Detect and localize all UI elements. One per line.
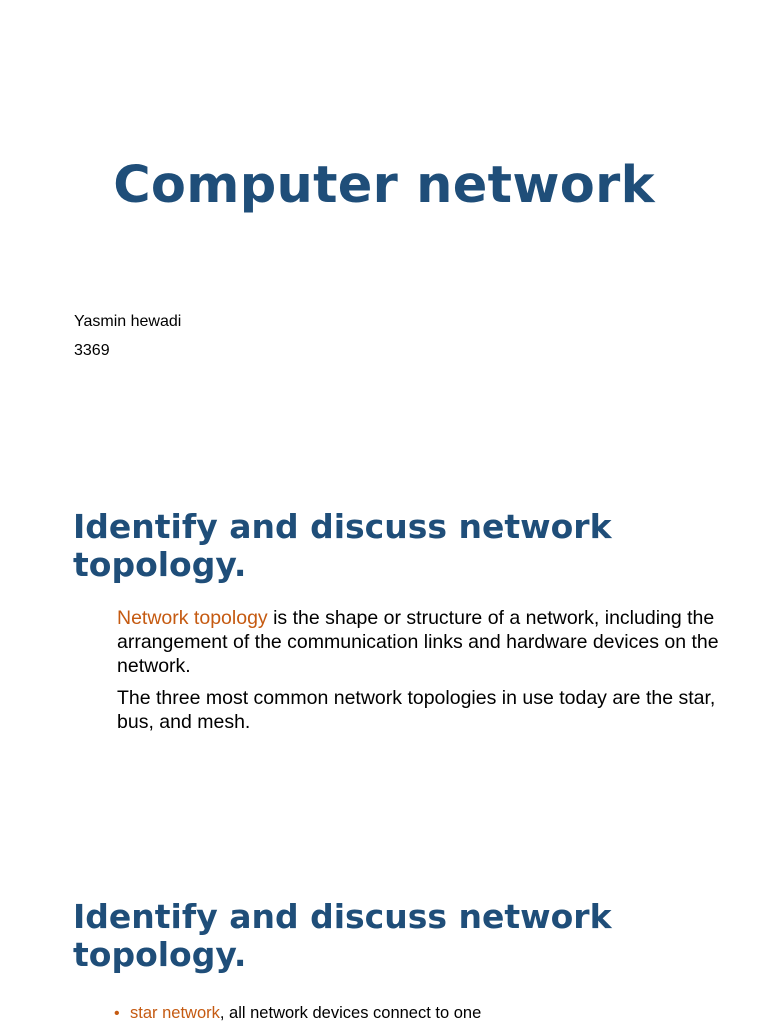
highlighted-term: star network [130,1004,220,1022]
list-item [114,1002,734,1024]
bullet-icon: • [114,1005,120,1022]
student-id: 3369 [74,342,110,359]
bullet-list [114,1002,734,1024]
bullet-text: , all network devices connect to one [219,1004,482,1022]
paragraph-text: The three most common network topologies in use today are the star, bus, and mesh. [117,687,716,733]
section-title: Identify and discuss network topology. [73,897,612,974]
author-name: Yasmin hewadi [74,313,182,330]
section-title: Identify and discuss network topology. [73,507,612,584]
paragraph-text: is the shape or structure of a network, including the arrangement of the communication links and hardware devices on the network. [117,607,719,677]
topology-slide [0,470,768,790]
definition-paragraph [117,606,737,678]
main-title: Computer network [113,156,655,215]
star-network-slide [0,860,768,1024]
highlighted-term: Network topology [117,607,268,629]
common-topologies-paragraph [117,686,737,734]
title-slide [0,0,768,440]
